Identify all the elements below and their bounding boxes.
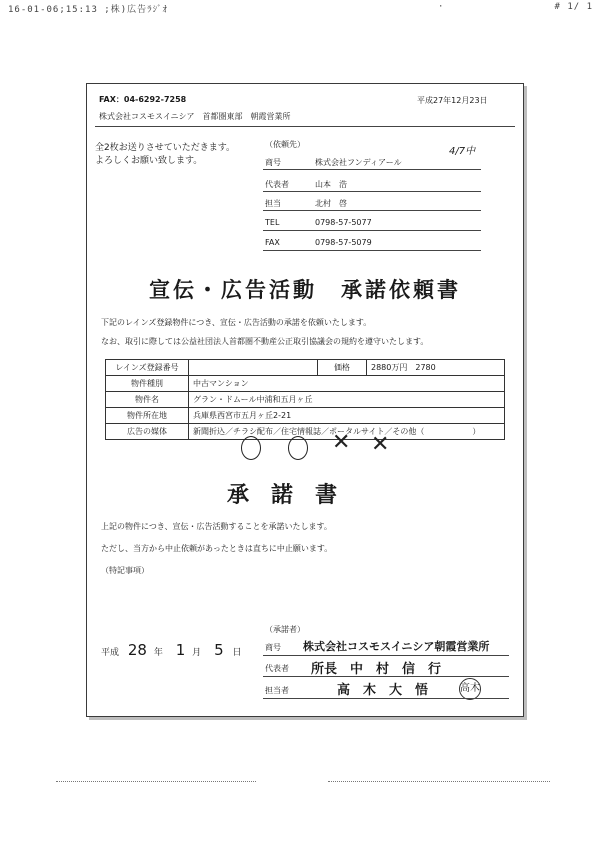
request-text-line-1: 下記のレインズ登録物件につき、宣伝・広告活動の承諾を依頼いたします。 bbox=[101, 318, 372, 327]
footer-dotted-rule bbox=[328, 781, 550, 782]
document-title: 宣伝・広告活動 承諾依頼書 bbox=[149, 277, 461, 302]
approver-line bbox=[263, 698, 509, 699]
sender-fax: FAX：04-6292-7258 bbox=[99, 95, 187, 104]
recipient-line bbox=[263, 250, 481, 251]
table-row bbox=[106, 376, 505, 392]
fax-header-left: 16-01-06;15:13 ;株)広告ﾗｼﾞｵ bbox=[8, 5, 169, 15]
approver-line bbox=[263, 676, 509, 677]
approver-label-company: 商号 bbox=[265, 643, 281, 652]
recipient-label-fax: FAX bbox=[265, 238, 280, 247]
approval-text-line-1: 上記の物件につき、宣伝・広告活動することを承諾いたします。 bbox=[101, 522, 332, 531]
recipient-fax: 0798-57-5079 bbox=[315, 238, 372, 247]
sender-company: 株式会社コスモスイニシア 首都圏東部 朝霞営業所 bbox=[99, 112, 291, 121]
recipient-label-tel: TEL bbox=[265, 218, 280, 227]
price-value: 2880万円 2780 bbox=[367, 360, 505, 376]
approver-staff: 高 木 大 悟 bbox=[337, 683, 429, 698]
approval-month-unit: 月 bbox=[192, 648, 202, 658]
message-line-1: 全2枚お送りさせていただきます。 bbox=[95, 143, 236, 153]
approver-label-representative: 代表者 bbox=[265, 664, 289, 673]
footer-dotted-rule bbox=[56, 781, 256, 782]
approval-title: 承 諾 書 bbox=[227, 482, 338, 508]
recipient-line bbox=[263, 169, 481, 170]
recipient-label-company: 商号 bbox=[265, 158, 281, 167]
property-table bbox=[105, 359, 505, 440]
table-row bbox=[106, 392, 505, 408]
approver-representative: 所長 中 村 信 行 bbox=[311, 662, 442, 677]
fax-document bbox=[86, 83, 524, 717]
personal-seal-stamp: 高木 bbox=[459, 678, 481, 700]
recipient-heading: （依頼先） bbox=[265, 140, 305, 149]
handwritten-cross-mark: ✕ bbox=[371, 432, 390, 457]
request-text-line-2: なお、取引に際しては公益社団法人首都圏不動産公正取引協議会の規約を遵守いたします。 bbox=[101, 337, 429, 346]
recipient-line bbox=[263, 191, 481, 192]
header-divider bbox=[95, 126, 515, 127]
property-address-value: 兵庫県西宮市五月ヶ丘2-21 bbox=[189, 408, 505, 424]
approval-day-unit: 日 bbox=[232, 648, 242, 658]
approval-year-unit: 年 bbox=[153, 648, 163, 658]
approval-era: 平成 bbox=[101, 648, 120, 658]
property-type-label: 物件種別 bbox=[106, 376, 189, 392]
fax-header-page: # 1/ 1 bbox=[554, 2, 593, 12]
handwritten-circle-mark bbox=[241, 436, 261, 460]
handwritten-note: 4/7中 bbox=[449, 146, 476, 157]
recipient-label-contact: 担当 bbox=[265, 199, 281, 208]
media-label: 広告の媒体 bbox=[106, 424, 189, 440]
media-value: 新聞折込／チラシ配布／住宅情報誌／ポータルサイト／その他（ ） bbox=[189, 424, 505, 440]
recipient-line bbox=[263, 230, 481, 231]
reins-number-label: レインズ登録番号 bbox=[106, 360, 189, 376]
approval-text-line-2: ただし、当方から中止依頼があったときは直ちに中止願います。 bbox=[101, 544, 333, 553]
approver-line bbox=[263, 655, 509, 656]
recipient-label-representative: 代表者 bbox=[265, 180, 289, 189]
recipient-representative: 山本 浩 bbox=[315, 180, 347, 189]
handwritten-circle-mark bbox=[288, 436, 308, 460]
approver-label-staff: 担当者 bbox=[265, 686, 289, 695]
table-row bbox=[106, 408, 505, 424]
property-name-label: 物件名 bbox=[106, 392, 189, 408]
recipient-line bbox=[263, 210, 481, 211]
approval-date bbox=[101, 641, 242, 659]
handwritten-cross-mark: ✕ bbox=[332, 430, 351, 455]
recipient-tel: 0798-57-5077 bbox=[315, 218, 372, 227]
property-name-value: グラン・ドムール中浦和五月ヶ丘 bbox=[189, 392, 505, 408]
recipient-contact: 北村 啓 bbox=[315, 199, 347, 208]
price-label: 価格 bbox=[318, 360, 367, 376]
approval-text-line-3: （特記事項） bbox=[101, 566, 149, 575]
table-row bbox=[106, 360, 505, 376]
approval-month: 1 bbox=[175, 641, 186, 659]
fax-header-middle: · bbox=[438, 2, 445, 12]
table-row bbox=[106, 424, 505, 440]
recipient-company: 株式会社フンディアール bbox=[315, 158, 402, 167]
approval-year: 28 bbox=[127, 641, 147, 659]
approval-day: 5 bbox=[214, 641, 224, 659]
sender-date: 平成27年12月23日 bbox=[417, 96, 488, 105]
property-type-value: 中古マンション bbox=[189, 376, 505, 392]
approver-company: 株式会社コスモスイニシア朝霞営業所 bbox=[303, 640, 490, 653]
fax-transmission-header bbox=[8, 2, 605, 14]
message-line-2: よろしくお願い致します。 bbox=[95, 156, 203, 166]
approver-heading: （承諾者） bbox=[265, 625, 305, 634]
property-address-label: 物件所在地 bbox=[106, 408, 189, 424]
reins-number-value bbox=[189, 360, 318, 376]
